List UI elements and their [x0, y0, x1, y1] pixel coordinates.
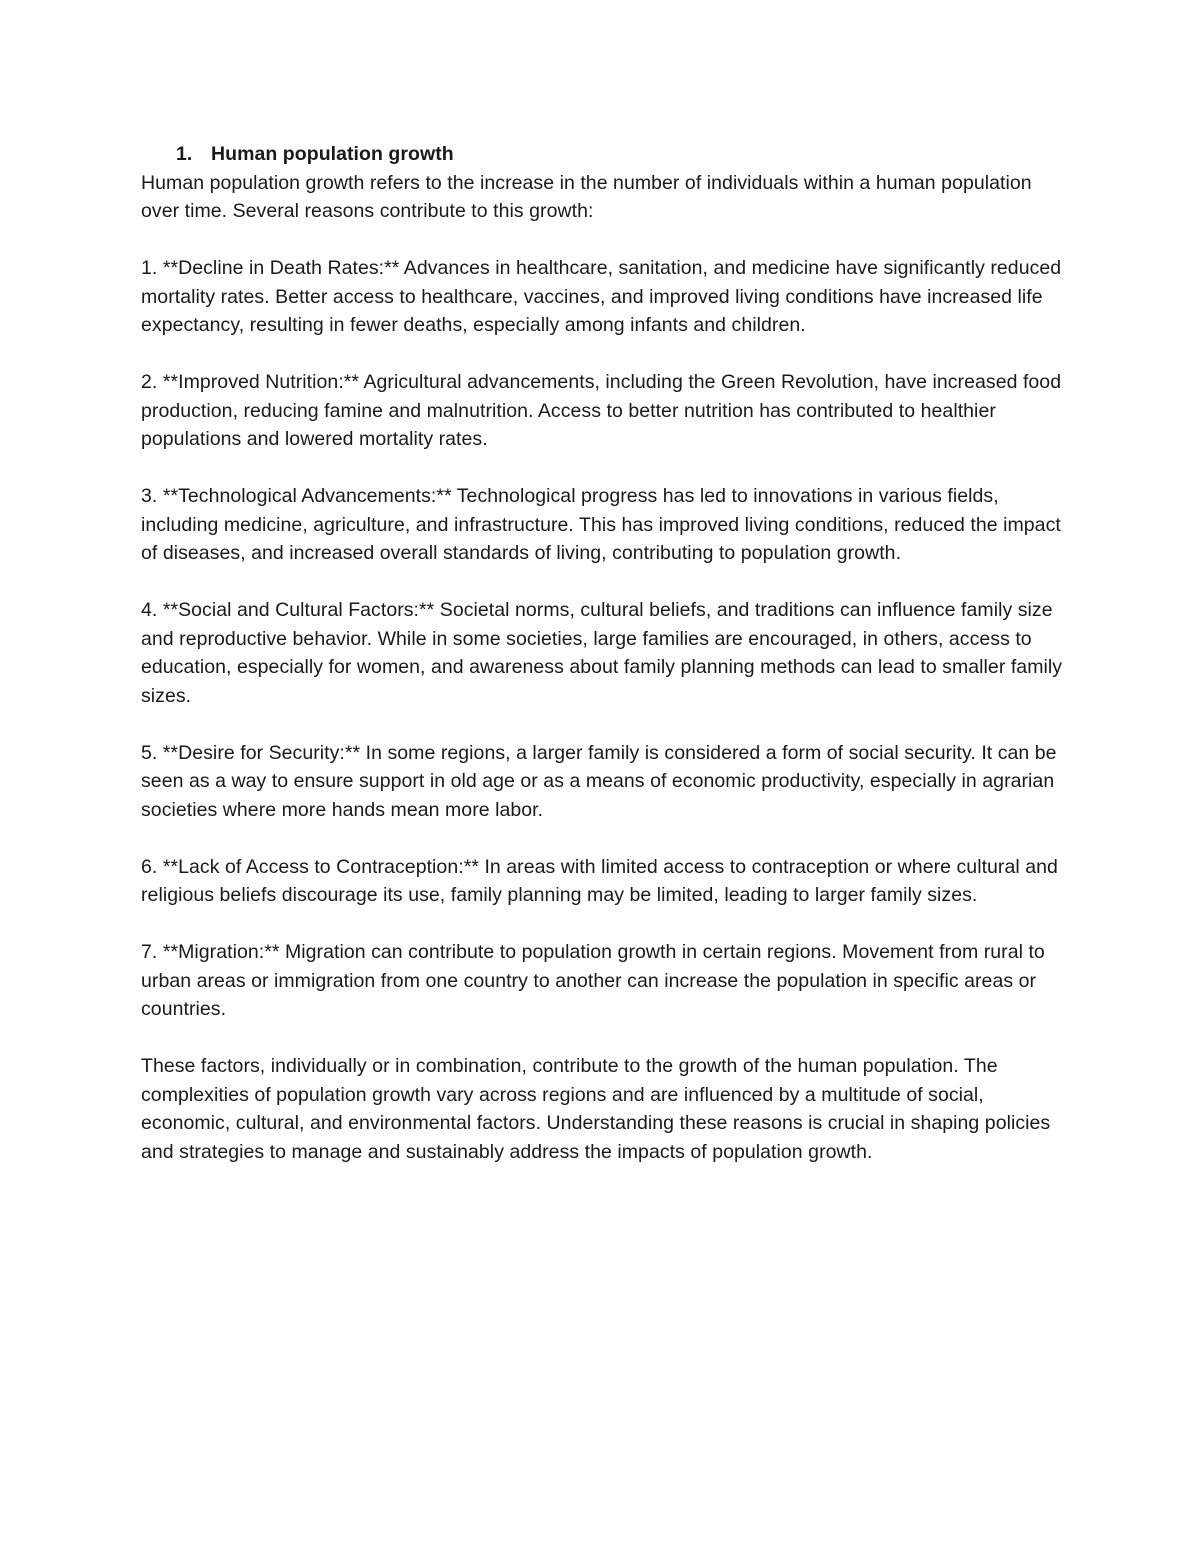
reason-paragraph-4: 4. **Social and Cultural Factors:** Societal norms, cultural beliefs, and traditions can influence family size and reproductive behavior. While in some societies, large families are encouraged, in others, access to education, especially for women, and awareness about family planning methods can lead to smaller family sizes. — [141, 599, 1063, 707]
reason-paragraph-6: 6. **Lack of Access to Contraception:** In areas with limited access to contraception or where cultural and religious beliefs discourage its use, family planning may be limited, leading to larger family sizes. — [141, 855, 1058, 906]
intro-paragraph: Human population growth refers to the increase in the number of individuals within a human population over time. Several reasons contribute to this growth: — [141, 171, 1032, 222]
reason-paragraph-2: 2. **Improved Nutrition:** Agricultural advancements, including the Green Revolution, have increased food production, reducing famine and malnutrition. Access to better nutrition has contributed to healthier populations and lowered mortality rates. — [141, 371, 1062, 450]
reason-paragraph-7: 7. **Migration:** Migration can contribute to population growth in certain regions. Movement from rural to urban areas or immigration from one country to another can increase the population in specific areas or countries. — [141, 941, 1045, 1020]
conclusion-paragraph: These factors, individually or in combination, contribute to the growth of the human population. The complexities of population growth vary across regions and are influenced by a multitude of social, economic, cultural, and environmental factors. Understanding these reasons is crucial in shaping policies and strategies to manage and sustainably address the impacts of population growth. — [141, 1055, 1051, 1163]
document-body — [141, 140, 1071, 1195]
heading-title: Human population growth — [211, 143, 454, 165]
heading-number: 1. — [176, 143, 193, 165]
reason-paragraph-1: 1. **Decline in Death Rates:** Advances in healthcare, sanitation, and medicine have significantly reduced mortality rates. Better access to healthcare, vaccines, and improved living conditions have increased life expectancy, resulting in fewer deaths, especially among infants and children. — [141, 257, 1062, 336]
section-heading — [141, 140, 1071, 169]
reason-paragraph-3: 3. **Technological Advancements:** Technological progress has led to innovations in various fields, including medicine, agriculture, and infrastructure. This has improved living conditions, reduced the impact of diseases, and increased overall standards of living, contributing to population growth. — [141, 485, 1061, 564]
reason-paragraph-5: 5. **Desire for Security:** In some regions, a larger family is considered a form of social security. It can be seen as a way to ensure support in old age or as a means of economic productivity, especially in agrarian societies where more hands mean more labor. — [141, 741, 1057, 821]
